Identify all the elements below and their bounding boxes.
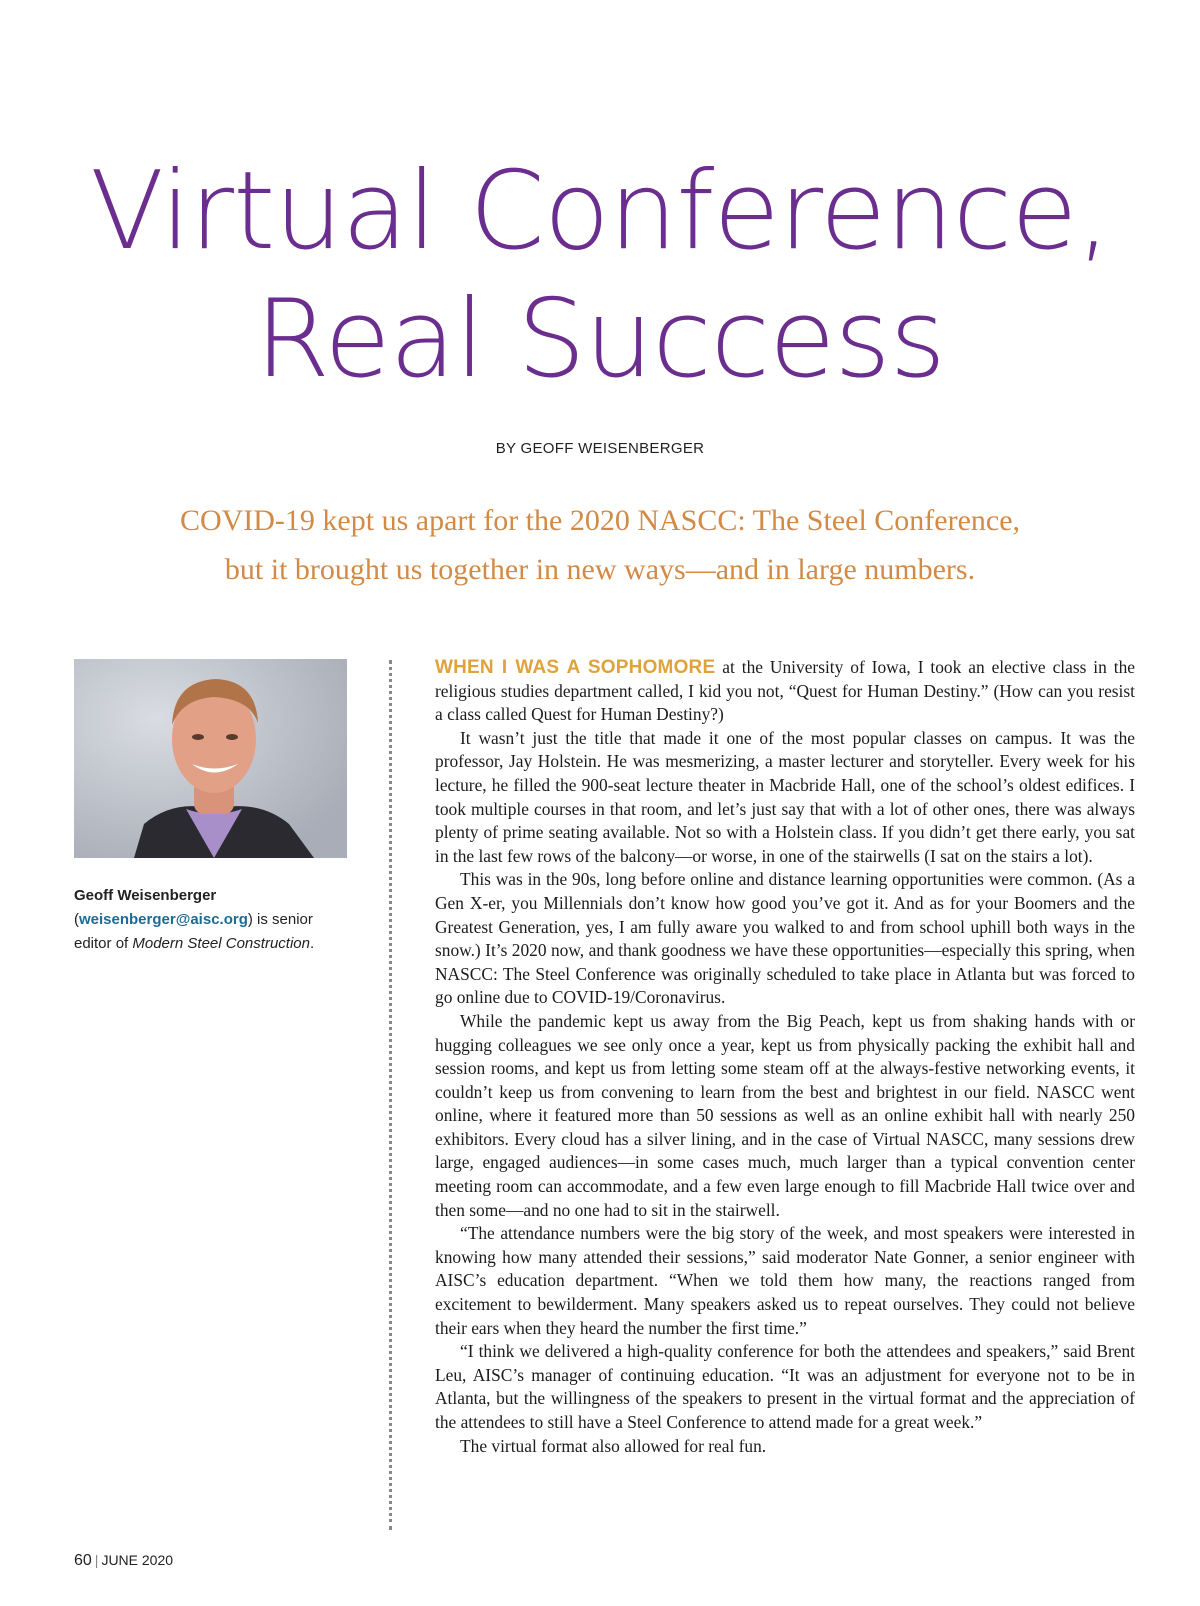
deck-line-2: but it brought us together in new ways—and in large numbers. [224, 553, 976, 586]
paragraph-3: This was in the 90s, long before online and distance learning opportunities were common. (As a Gen X-er, you Millennials don’t know how good you’ve got it. And as for your Boomers and the Greatest Generation, yes, I am fully aware you walked to and from school uphill both ways in the snow.) It’s 2020 now, and thank goodness we have these opportunities—especially this spring, when NASCC: The Steel Conference was originally scheduled to take place in Atlanta but was forced to go online due to COVID-19/Coronavirus. [435, 869, 1135, 1008]
headline-line-1: Virtual Conference, [90, 149, 1110, 274]
paragraph-1 [435, 656, 1135, 727]
author-photo [74, 659, 347, 858]
paragraph-6: “I think we delivered a high-quality conference for both the attendees and speakers,” said Brent Leu, AISC’s manager of continuing education. “It was an adjustment for everyone not to be in Atlanta, but the willingness of the speakers to present in the virtual format and the appreciation of the attendees to still have a Steel Conference to attend made for a great week.” [435, 1341, 1135, 1432]
paragraph-2: It wasn’t just the title that made it one of the most popular classes on campus. It was the professor, Jay Holstein. He was mesmerizing, a master lecturer and storyteller. Every week for his lecture, he filled the 900-seat lecture theater in Macbride Hall, one of the school’s oldest edifices. I took multiple courses in that room, and let’s just say that with a lot of other ones, there was always plenty of prime seating available. Not so with a Holstein class. If you didn’t get there early, you sat in the last few rows of the balcony—or worse, in one of the stairwells (I sat on the stairs a lot). [435, 727, 1135, 866]
paragraph-4: While the pandemic kept us away from the Big Peach, kept us from shaking hands with or hugging colleagues we see only once a year, kept us from physically packing the exhibit hall and session rooms, and kept us from letting some steam off at the always-festive networking events, it couldn’t keep us from convening to learn from the best and brightest in our field. NASCC went online, where it featured more than 50 sessions as well as an online exhibit hall with nearly 250 exhibitors. Every cloud has a silver lining, and in the case of Virtual NASCC, many sessions drew large, engaged audiences—in some cases much, much larger than a typical convention center meeting room can accommodate, and a few even large enough to fill Macbride Hall twice over and then some—and no one had to sit in the stairwell. [435, 1010, 1135, 1220]
page-folio [74, 1552, 173, 1570]
email-open-paren: ( [74, 911, 79, 928]
issue-date: JUNE 2020 [101, 1552, 174, 1568]
page-number: 60 [74, 1552, 92, 1569]
author-bio [74, 884, 364, 956]
paragraph-5: “The attendance numbers were the big story of the week, and most speakers were interested in knowing how many attended their sessions,” said moderator Nate Gonner, a senior engineer with AISC’s education department. “When we told them how many, the reactions ranged from excitement to bewilderment. Many speakers asked us to repeat ourselves. They could not believe their ears when they heard the number the first time.” [435, 1223, 1135, 1338]
author-portrait-image [74, 659, 347, 858]
deck-line-1: COVID-19 kept us apart for the 2020 NASCC: The Steel Conference, [179, 504, 1021, 537]
author-email-link[interactable]: weisenberger@aisc.org [79, 911, 248, 928]
email-close-text: ) is senior [247, 911, 313, 928]
author-name: Geoff Weisenberger [74, 887, 217, 904]
byline: BY GEOFF WEISENBERGER [495, 440, 705, 457]
author-role: editor of [74, 935, 133, 952]
paragraph-1-text: at the University of Iowa, I took an elective class in the religious studies department called, I kid you not, “Quest for Human Destiny.” (How can you resist a class called Quest for Human Destiny?) [435, 657, 1135, 725]
publication-name: Modern Steel Construction [132, 935, 310, 952]
paragraph-7: The virtual format also allowed for real fun. [460, 1435, 767, 1456]
headline-line-2: Real Success [255, 277, 945, 402]
article-lead-in: WHEN I WAS A SOPHOMORE [435, 657, 716, 678]
role-period: . [309, 935, 315, 952]
folio-separator: | [94, 1552, 99, 1568]
article-body [435, 656, 1135, 1458]
column-divider [389, 660, 392, 1530]
